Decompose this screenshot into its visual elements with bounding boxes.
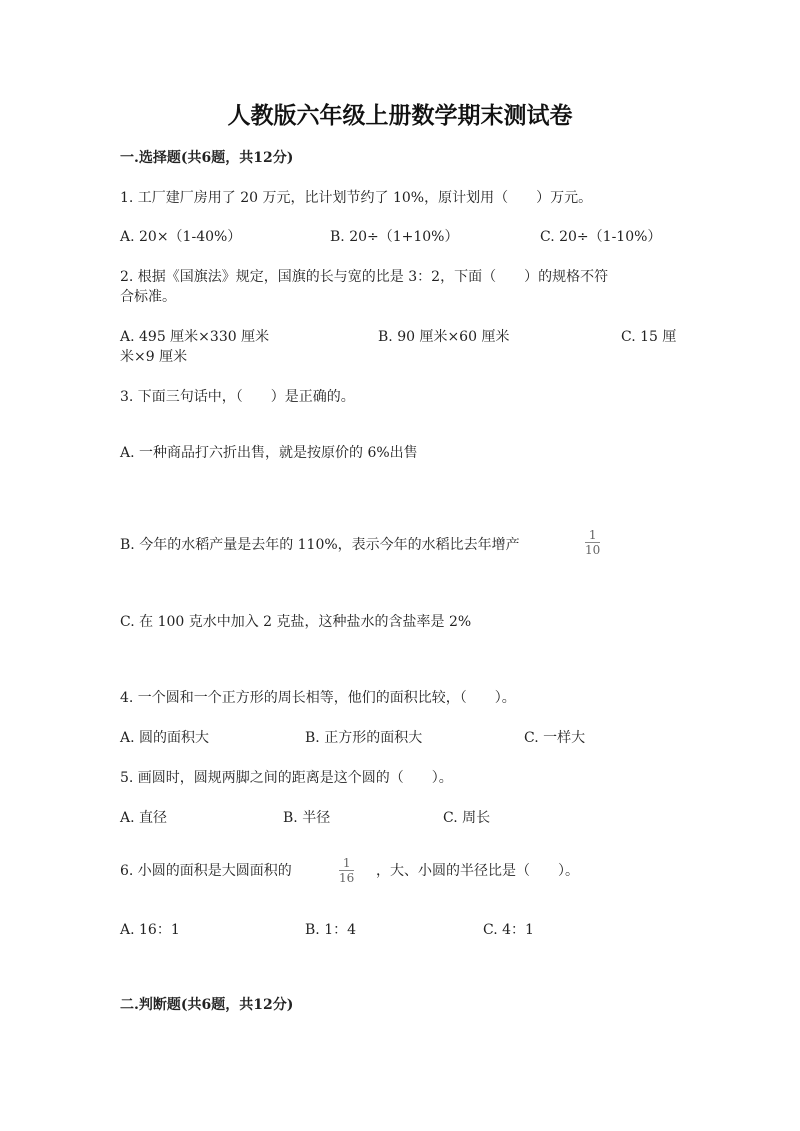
- q4-option-c: C. 一样大: [524, 730, 586, 746]
- page-title: 人教版六年级上册数学期末测试卷: [227, 102, 573, 129]
- question-2: 2. 根据《国旗法》规定，国旗的长与宽的比是 3：2，下面（ ）的规格不符: [120, 269, 609, 285]
- numerator: 1: [339, 856, 354, 871]
- q6-option-c: C. 4：1: [483, 922, 534, 938]
- q2-option-c-cont: 米×9 厘米: [120, 349, 188, 365]
- denominator: 10: [585, 543, 601, 557]
- q1-option-b: B. 20÷（1+10%）: [330, 229, 459, 245]
- q4-option-a: A. 圆的面积大: [120, 730, 210, 746]
- section-heading-choice: 一.选择题(共6题，共12分): [120, 150, 294, 166]
- q6-option-b: B. 1：4: [305, 922, 357, 938]
- q6-fraction: [339, 856, 354, 885]
- q1-option-a: A. 20×（1-40%）: [120, 229, 242, 245]
- q4-option-b: B. 正方形的面积大: [305, 730, 423, 746]
- q5-option-b: B. 半径: [283, 810, 331, 826]
- question-3: 3. 下面三句话中，（ ）是正确的。: [120, 389, 355, 405]
- q2-option-c: C. 15 厘: [621, 329, 677, 345]
- q3-option-c: C. 在 100 克水中加入 2 克盐，这种盐水的含盐率是 2%: [120, 614, 472, 630]
- question-2-cont: 合标准。: [120, 289, 176, 305]
- q2-option-b: B. 90 厘米×60 厘米: [378, 329, 510, 345]
- numerator: 1: [585, 528, 600, 543]
- question-5: 5. 画圆时，圆规两脚之间的距离是这个圆的（ ）。: [120, 770, 453, 786]
- question-1: 1. 工厂建厂房用了 20 万元，比计划节约了 10%，原计划用（ ）万元。: [120, 190, 593, 206]
- question-6: 6. 小圆的面积是大圆面积的: [120, 863, 292, 879]
- q1-option-c: C. 20÷（1-10%）: [540, 229, 662, 245]
- q2-option-a: A. 495 厘米×330 厘米: [120, 329, 270, 345]
- q3-option-b: B. 今年的水稻产量是去年的 110%，表示今年的水稻比去年增产: [120, 537, 520, 553]
- denominator: 16: [339, 871, 355, 885]
- q6-option-a: A. 16：1: [120, 922, 180, 938]
- q5-option-a: A. 直径: [120, 810, 168, 826]
- question-6-cont: ，大、小圆的半径比是（ ）。: [376, 863, 579, 879]
- q3-fraction: [585, 528, 600, 557]
- question-4: 4. 一个圆和一个正方形的周长相等，他们的面积比较，（ ）。: [120, 690, 516, 706]
- section-heading-judgement: 二.判断题(共6题，共12分): [120, 997, 294, 1013]
- q3-option-a: A. 一种商品打六折出售，就是按原价的 6%出售: [120, 445, 418, 461]
- q5-option-c: C. 周长: [443, 810, 491, 826]
